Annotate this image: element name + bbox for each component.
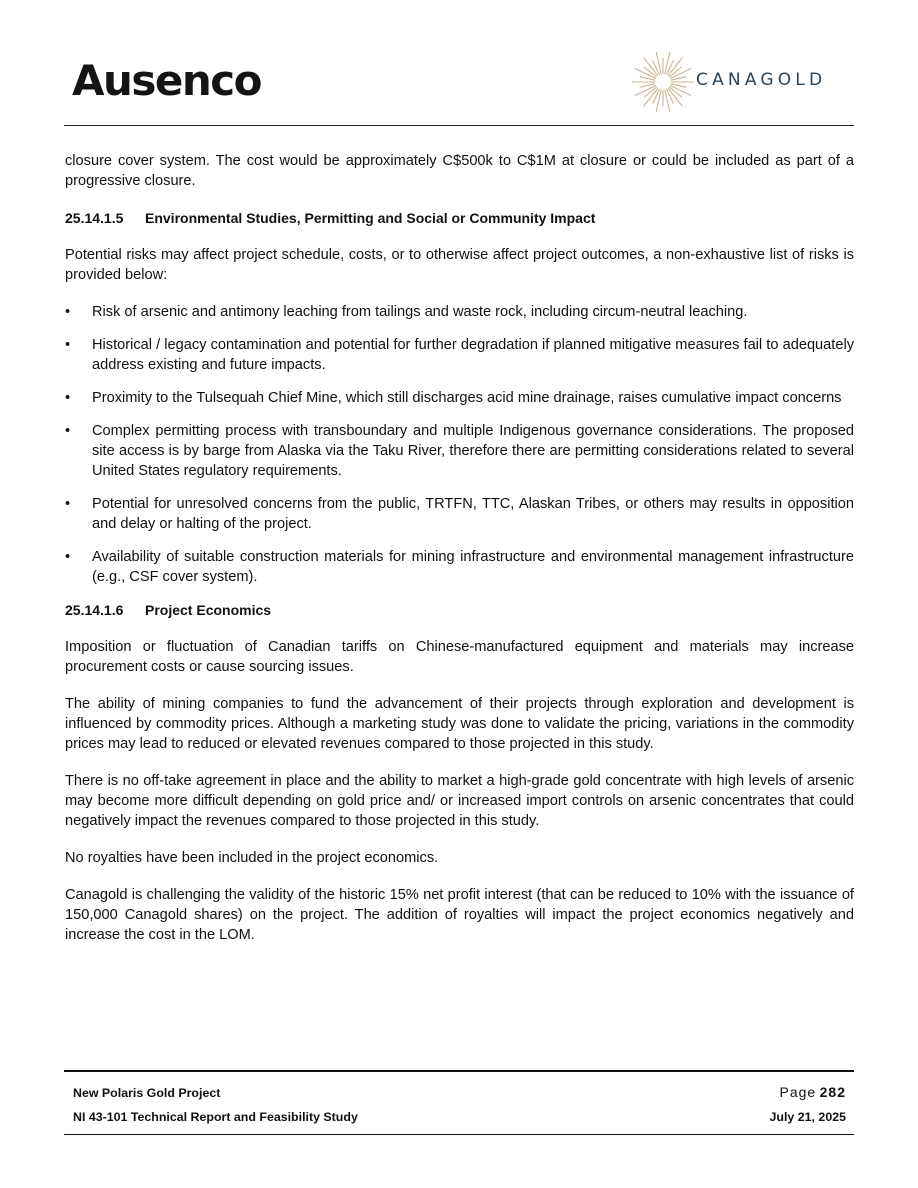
sunburst-ray (665, 52, 670, 74)
intro-paragraph: closure cover system. The cost would be approximately C$500k to C$1M at closure or could be included as part of a progressive closure. (65, 153, 854, 189)
footer-date: July 21, 2025 (769, 1110, 846, 1124)
section-heading-environmental (65, 208, 854, 228)
footer-project-name: New Polaris Gold Project (73, 1086, 221, 1100)
bullet-icon: • (65, 337, 71, 353)
list-item: • Complex permitting process with transboundary and multiple Indigenous governance considerations. The proposed site access is by barge from Alaska via the Taku River, therefore there are permitting considerations related to several United States regulatory requirements. (65, 423, 854, 479)
section-heading-economics (65, 600, 854, 620)
section-title: Project Economics (145, 602, 272, 618)
bullet-icon: • (65, 549, 71, 565)
list-item: • Risk of arsenic and antimony leaching from tailings and waste rock, including circum-neutral leaching. (65, 304, 748, 320)
bullet-icon: • (65, 304, 71, 320)
bullet-icon: • (65, 496, 71, 512)
list-item: • Availability of suitable construction materials for mining infrastructure and environmental management infrastructure (e.g., CSF cover system). (65, 549, 854, 585)
list-item: • Proximity to the Tulsequah Chief Mine, which still discharges acid mine drainage, raises cumulative impact concerns (65, 390, 842, 406)
page-number: 282 (819, 1084, 846, 1100)
ausenco-logo (72, 56, 277, 106)
footer-divider-bottom (64, 1134, 854, 1135)
sunburst-ray (665, 90, 670, 112)
paragraph: No royalties have been included in the project economics. (65, 850, 439, 866)
sunburst-icon (630, 48, 696, 116)
page-label: Page (779, 1084, 817, 1100)
sunburst-ray (656, 90, 661, 112)
section-title: Environmental Studies, Permitting and Social or Community Impact (145, 210, 596, 226)
list-item: • Historical / legacy contamination and potential for further degradation if planned mitigative measures fail to adequately address existing and future impacts. (65, 337, 854, 373)
bullet-icon: • (65, 423, 71, 439)
section-number: 25.14.1.6 (65, 602, 124, 618)
risk-bullet-list (65, 302, 854, 587)
section-number: 25.14.1.5 (65, 210, 124, 226)
paragraph: There is no off-take agreement in place and the ability to market a high-grade gold concentrate with high levels of arsenic may become more difficult depending on gold price and/ or increased import controls on arsenic concentrates that could negatively impact the revenues compared to those projected in this study. (65, 773, 854, 829)
footer-report-title: NI 43-101 Technical Report and Feasibility Study (73, 1110, 358, 1124)
bullet-icon: • (65, 390, 71, 406)
document-body (65, 151, 854, 945)
paragraph: Imposition or fluctuation of Canadian tariffs on Chinese-manufactured equipment and materials may increase procurement costs or cause sourcing issues. (65, 639, 854, 675)
footer-divider-top (64, 1070, 854, 1072)
paragraph: The ability of mining companies to fund the advancement of their projects through exploration and development is influenced by commodity prices. Although a marketing study was done to validate the pricing, variations in the commodity prices may lead to reduced or elevated revenues compared to those projected in this study. (65, 696, 854, 752)
paragraph: Canagold is challenging the validity of the historic 15% net profit interest (that can be reduced to 10% with the issuance of 150,000 Canagold shares) on the project. The addition of royalties will impact the project economics negatively and increase the cost in the LOM. (65, 887, 854, 943)
header-divider (64, 125, 854, 126)
canagold-logo-text: CANAGOLD (696, 70, 827, 90)
ausenco-logo-text: Ausenco (72, 56, 262, 105)
footer-page-number (779, 1084, 846, 1100)
list-item: • Potential for unresolved concerns from the public, TRTFN, TTC, Alaskan Tribes, or others may results in opposition and delay or halting of the project. (65, 496, 854, 532)
canagold-logo (630, 48, 850, 116)
risk-lead-paragraph: Potential risks may affect project schedule, costs, or to otherwise affect project outcomes, a non-exhaustive list of risks is provided below: (65, 247, 854, 283)
sunburst-ray (656, 52, 661, 74)
